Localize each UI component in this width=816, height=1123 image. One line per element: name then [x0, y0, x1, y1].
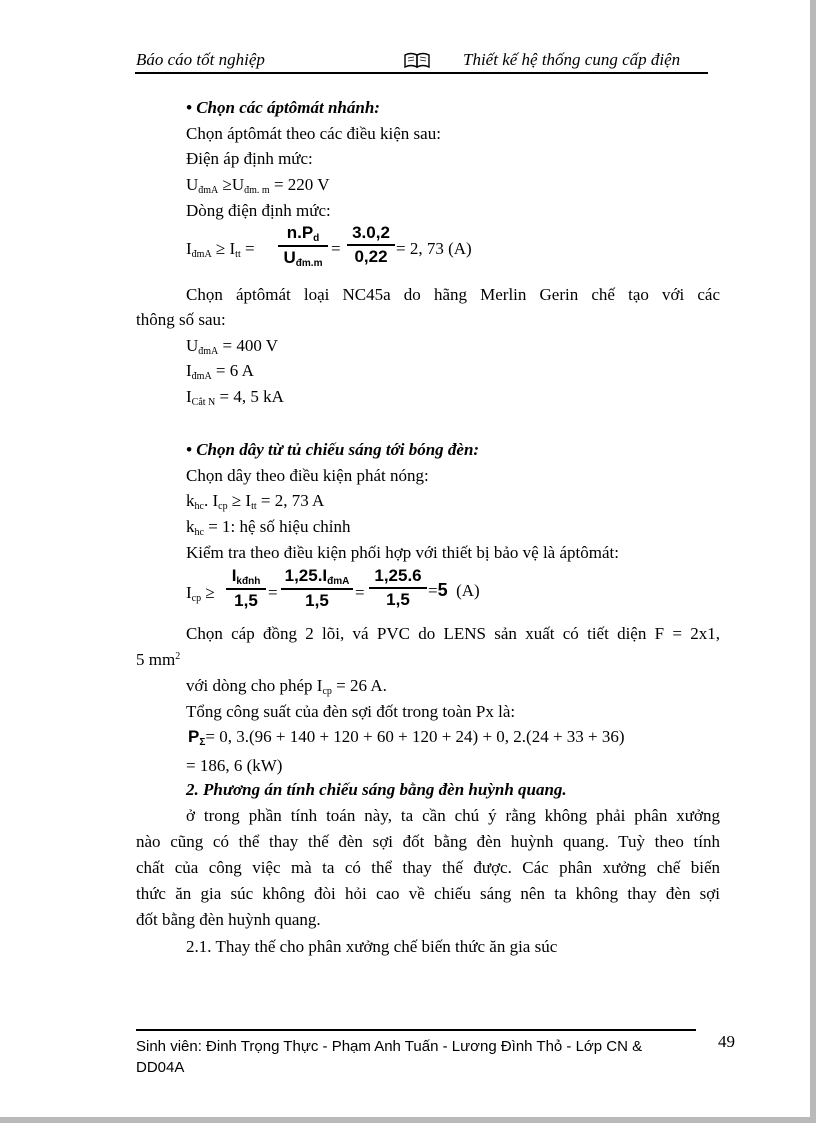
- page-number: 49: [718, 1032, 735, 1051]
- header-left: Báo cáo tốt nghiệp: [136, 50, 265, 69]
- equals-sign: =: [268, 583, 278, 602]
- subsection-title: 2.1. Thay thế cho phân xưởng chế biến thức ăn gia súc: [186, 937, 558, 956]
- text-line: Dòng điện định mức:: [186, 201, 331, 220]
- header-rule: [135, 72, 708, 74]
- formula-heating: $k_{hc}$. $I_{cp} \ge I_{tt} = 2$, 73 A: [186, 491, 325, 512]
- current-result: = 2, 73 (A): [396, 239, 472, 258]
- spec-breaking: $I_{Cắt N} = 4$, 5 kA: [186, 387, 284, 408]
- paragraph-line: thức ăn gia súc không đòi hỏi cao về chiếu sáng nên ta không thay đèn sợi: [136, 884, 720, 903]
- text-line: Chọn dây theo điều kiện phát nóng:: [186, 466, 429, 485]
- paragraph-line: chất của công việc mà ta có thể thay thế được. Các phân xưởng chế biến: [136, 858, 720, 877]
- paragraph-line: đốt bằng đèn huỳnh quang.: [136, 910, 321, 929]
- book-icon: [404, 52, 430, 68]
- section-heading-aptomat: • Chọn các áptômát nhánh:: [186, 98, 380, 117]
- fraction-idma: $1,25.I_{đmA}$ 1,5: [281, 566, 353, 611]
- paragraph-line: thông số sau:: [136, 310, 226, 329]
- paragraph-line: với dòng cho phép $I_{cp} = 26$ A.: [186, 676, 387, 697]
- text-line: Chọn áptômát theo các điều kiện sau:: [186, 124, 441, 143]
- header-right: Thiết kế hệ thống cung cấp điện: [463, 50, 681, 69]
- paragraph-line: ở trong phần tính toán này, ta cần chú ý rằng không phải phân xưởng: [186, 806, 720, 825]
- formula-current-left: $I_{đmA} \ge I_{tt}$ =: [186, 239, 255, 260]
- formula-total-power: $P_\Sigma= 0$, 3.(96 + 140 + 120 + 60 + 120 + 24) + 0, 2.(24 + 33 + 36): [188, 727, 625, 748]
- spec-current: $I_{đmA} = 6$ A: [186, 361, 254, 382]
- formula-voltage: $U_{đmA} \ge U_{đm. m} = 220$ V: [186, 175, 330, 196]
- text-line: Điện áp định mức:: [186, 149, 313, 168]
- equals-sign: =: [355, 583, 365, 602]
- formula-khc: $k_{hc} = 1$: hệ số hiệu chỉnh: [186, 517, 351, 538]
- formula-total-result: = 186, 6 (kW): [186, 756, 283, 775]
- section-heading-fluorescent: 2. Phương án tính chiếu sáng bằng đèn huỳnh quang.: [186, 780, 567, 799]
- paragraph-line: 5 $mm^2$: [136, 650, 181, 669]
- section-heading-cable: • Chọn dây từ tủ chiếu sáng tới bóng đèn:: [186, 440, 480, 459]
- spec-voltage: $U_{đmA} = 400$ V: [186, 336, 279, 357]
- paragraph-line: Chọn cáp đồng 2 lõi, vá PVC do LENS sản xuất có tiết diện F = 2x1,: [186, 624, 720, 643]
- fraction-np-u: $n.P_d$ $U_{đm.m}$: [278, 223, 328, 269]
- equals-sign: =: [331, 239, 341, 258]
- formula-result: =5 (A): [428, 580, 480, 600]
- footer-authors: Sinh viên: Đinh Trọng Thực - Phạm Anh Tuấn - Lương Đình Thỏ - Lớp CN & DD04A: [136, 1038, 643, 1076]
- fraction-numeric: 1,25.6 1,5: [369, 566, 427, 610]
- paragraph-line: nào cũng có thể thay thế đèn sợi đốt bằng đèn huỳnh quang. Tuỳ theo tính: [136, 832, 720, 851]
- formula-icp-left: $I_{cp}$ ≥: [186, 583, 215, 604]
- footer-rule: [136, 1029, 696, 1031]
- fraction-ikdnh: $I_{kđnh}$ 1,5: [226, 566, 266, 611]
- paragraph-line: Tổng công suất của đèn sợi đốt trong toàn Px là:: [186, 702, 516, 721]
- paragraph-line: Chọn áptômát loại NC45a do hãng Merlin Gerin chế tạo với các: [186, 285, 720, 304]
- fraction-values: 3.0,2 0,22: [347, 223, 395, 267]
- text-line: Kiểm tra theo điều kiện phối hợp với thiết bị bảo vệ là áptômát:: [186, 543, 619, 562]
